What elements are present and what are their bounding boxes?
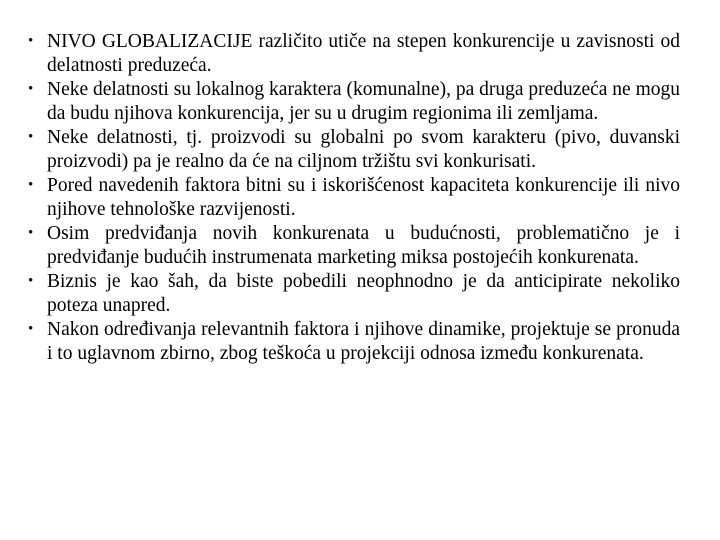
bullet-item-3 xyxy=(28,126,680,173)
bullet-item-5 xyxy=(28,222,680,269)
bullet-icon: • xyxy=(28,33,34,49)
bullet-item-2 xyxy=(28,78,680,125)
bullet-text: Biznis je kao šah, da biste pobedili neophnodno je da anticipirate nekoliko poteza unapred. xyxy=(47,271,680,316)
bullet-item-4 xyxy=(28,174,680,221)
bullet-icon: • xyxy=(28,321,34,337)
bullet-list xyxy=(28,30,680,366)
bullet-icon: • xyxy=(28,81,34,97)
bullet-item-6 xyxy=(28,270,680,317)
bullet-text: Pored navedenih faktora bitni su i iskorišćenost kapaciteta konkurencije ili nivo njihove tehnološke razvijenosti. xyxy=(47,175,680,220)
bullet-icon: • xyxy=(28,225,34,241)
bullet-text: Nakon određivanja relevantnih faktora i njihove dinamike, projektuje se pronuda i to uglavnom zbirno, zbog teškoća u projekciji odnosa između konkurenata. xyxy=(47,319,680,364)
bullet-text: Neke delatnosti su lokalnog karaktera (komunalne), pa druga preduzeća ne mogu da budu njihova konkurencija, jer su u drugim regionima ili zemljama. xyxy=(47,79,680,124)
bullet-text: Neke delatnosti, tj. proizvodi su globalni po svom karakteru (pivo, duvanski proizvodi) pa je realno da će na ciljnom tržištu svi konkurisati. xyxy=(47,127,680,172)
bullet-icon: • xyxy=(28,177,34,193)
bullet-text: Osim predviđanja novih konkurenata u budućnosti, problematično je i predviđanje budućih instrumenata marketing miksa postojećih konkurenata. xyxy=(47,223,680,268)
bullet-item-7 xyxy=(28,318,680,365)
bullet-item-1 xyxy=(28,30,680,77)
bullet-text: NIVO GLOBALIZACIJE različito utiče na stepen konkurencije u zavisnosti od delatnosti preduzeća. xyxy=(47,31,680,76)
bullet-icon: • xyxy=(28,129,34,145)
bullet-icon: • xyxy=(28,273,34,289)
